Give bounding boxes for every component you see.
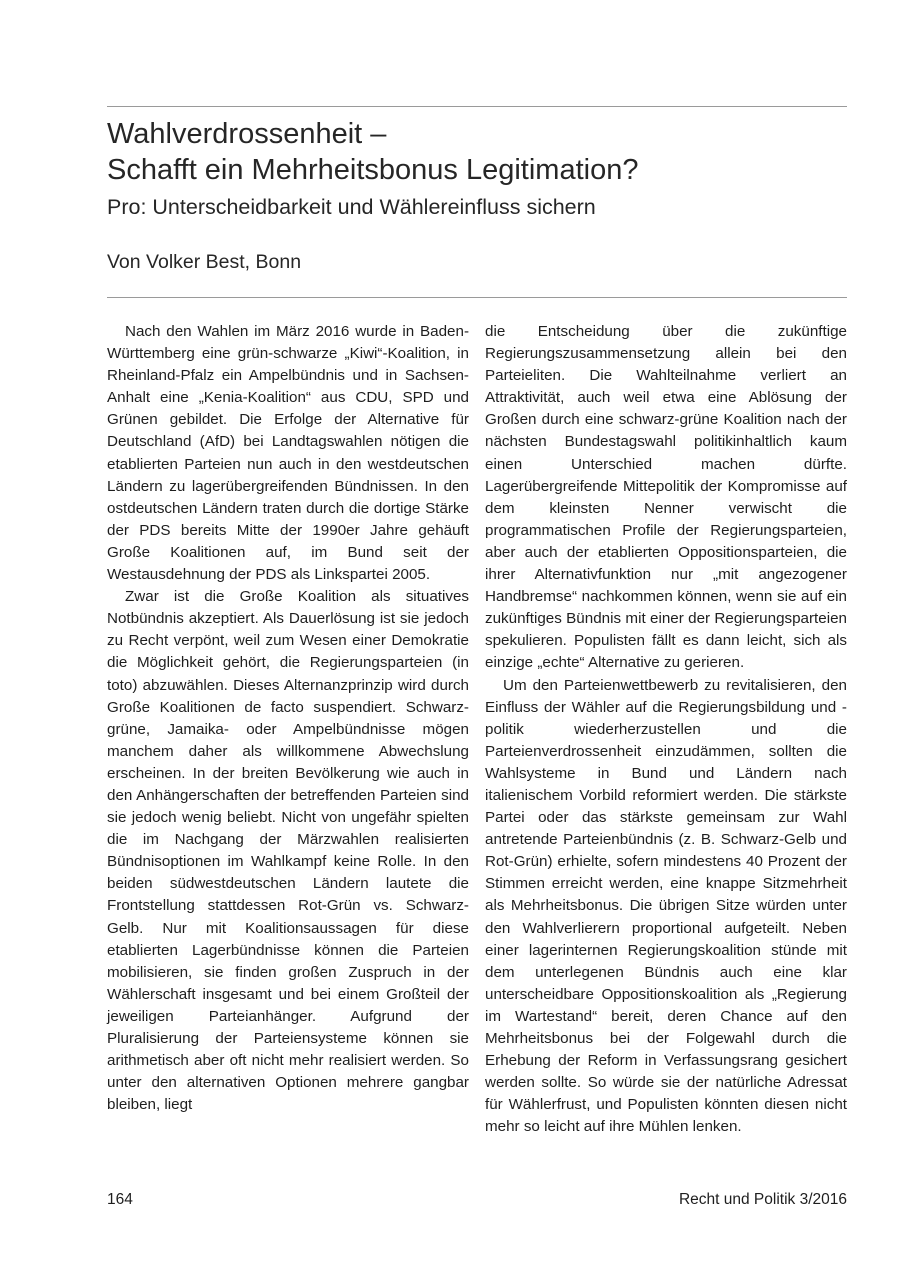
article-subtitle: Pro: Unterscheidbarkeit und Wählereinfluss sichern bbox=[107, 195, 596, 219]
page-number: 164 bbox=[107, 1191, 133, 1208]
author-byline: Von Volker Best, Bonn bbox=[107, 251, 302, 273]
journal-citation: Recht und Politik 3/2016 bbox=[678, 1191, 847, 1208]
header-divider bbox=[107, 297, 847, 298]
title-line-2: Schafft ein Mehrheitsbonus Legitimation? bbox=[107, 154, 639, 186]
right-column bbox=[485, 321, 847, 1138]
paragraph: Nach den Wahlen im März 2016 wurde in Baden-Württemberg eine grün-schwarze „Kiwi“-Koalition, in Rheinland-Pfalz ein Ampelbündnis und in Sachsen-Anhalt eine „Kenia-Koalition“ aus CDU, SPD und Grünen gebildet. Die Erfolge der Alternative für Deutschland (AfD) bei Landtagswahlen nötigen die etablierten Parteien nun auch in den westdeutschen Ländern zu lagerübergreifenden Bündnissen. In den ostdeutschen Ländern traten durch die dortige Stärke der PDS bereits Mitte der 1990er Jahre gehäuft Große Koalitionen auf, im Bund seit der Westausdehnung der PDS als Linkspartei 2005. bbox=[107, 323, 469, 584]
paragraph-continued: die Entscheidung über die zukünftige Regierungszusammensetzung allein bei den Parteieliten. Die Wahlteilnahme verliert an Attraktivität, auch weil etwa eine Ablösung der Großen durch eine schwarz-grüne Koalition nach der nächsten Bundestagswahl politikinhaltlich kaum einen Unterschied machen dürfte. Lagerübergreifende Mittepolitik der Kompromisse auf dem kleinsten Nenner verwischt die programmatischen Profile der Regierungsparteien, aber auch der etablierten Oppositionsparteien, die ihrer Alternativfunktion nur „mit angezogener Handbremse“ nachkommen können, wenn sie auf ein zukünftiges Bündnis mit einer der Regierungsparteien spekulieren. Populisten fällt es dann leicht, sich als einzige „echte“ Alternative zu gerieren. bbox=[485, 323, 847, 672]
title-line-1: Wahlverdrossenheit – bbox=[107, 118, 387, 150]
paragraph: Zwar ist die Große Koalition als situatives Notbündnis akzeptiert. Als Dauerlösung ist sie jedoch zu Recht verpönt, weil zum Wesen einer Demokratie die Möglichkeit gehört, die Regierungsparteien (in toto) abzuwählen. Dieses Alternanzprinzip wird durch Große Koalitionen de facto suspendiert. Schwarz-grüne, Jamaika- oder Ampelbündnisse mögen manchem daher als willkommene Abwechslung erscheinen. In der breiten Bevölkerung wie auch in den Anhängerschaften der betreffenden Parteien sind sie jedoch wenig beliebt. Nicht von ungefähr spielten die im Nachgang der Märzwahlen realisierten Bündnisoptionen im Wahlkampf keine Rolle. In den beiden südwestdeutschen Ländern lautete die Frontstellung stattdessen Rot-Grün vs. Schwarz-Gelb. Nur mit Koalitionsaussagen für diese etablierten Lagerbündnisse können die Parteien mobilisieren, sie finden großen Zuspruch in der Wählerschaft insgesamt und bei einem Großteil der jeweiligen Parteianhänger. Aufgrund der Pluralisierung der Parteiensysteme können sie arithmetisch aber oft nicht mehr realisiert werden. So unter den alternativen Optionen mehrere gangbar bleiben, liegt bbox=[107, 588, 469, 1114]
paragraph: Um den Parteienwettbewerb zu revitalisieren, den Einfluss der Wähler auf die Regierungsbildung und -politik wiederherzustellen und die Parteienverdrossenheit einzudämmen, sollten die Wahlsysteme in Bund und Ländern nach italienischem Vorbild reformiert werden. Die stärkste Partei oder das stärkste gemeinsam zur Wahl antretende Parteienbündnis (z. B. Schwarz-Gelb und Rot-Grün) erhielte, sofern mindestens 40 Prozent der Stimmen erreicht werden, eine knappe Sitzmehrheit als Mehrheitsbonus. Die übrigen Sitze würden unter den Wahlverlierern proportional aufgeteilt. Neben einer lagerinternen Regierungskoalition stünde mit dem unterlegenen Bündnis auch eine klar unterscheidbare Oppositionskoalition als „Regierung im Wartestand“ bereit, deren Chance auf den Mehrheitsbonus bei der Folgewahl durch die Erhebung der Reform in Verfassungsrang gesichert werden sollte. So würde sie der natürliche Adressat für Wählerfrust, und Populisten könnten diesen nicht mehr so leicht auf ihre Mühlen lenken. bbox=[485, 676, 847, 1136]
top-rule bbox=[107, 106, 847, 107]
article-title bbox=[107, 116, 847, 188]
left-column bbox=[107, 321, 469, 1116]
